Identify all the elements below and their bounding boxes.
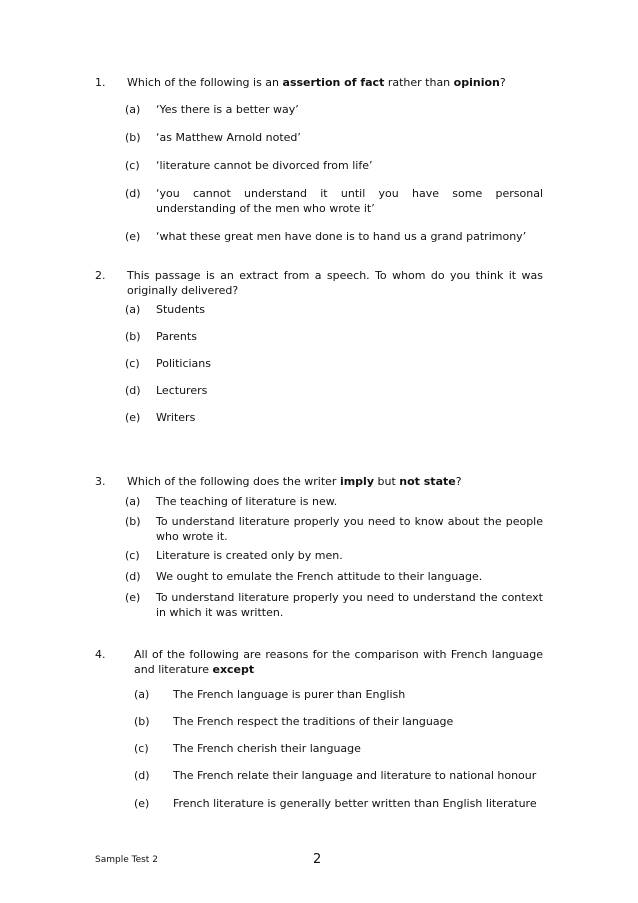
- option-text: Lecturers: [156, 384, 208, 397]
- option-label: (e): [125, 591, 141, 604]
- option-label: (d): [134, 769, 150, 782]
- option-label: (d): [125, 187, 141, 200]
- option-label: (d): [125, 570, 141, 583]
- question-stem: This passage is an extract from a speech. To whom do you think it was originally delivered?: [127, 269, 543, 297]
- option-label: (e): [125, 230, 141, 243]
- option-text: Students: [156, 303, 206, 316]
- option-label: (a): [125, 303, 141, 316]
- option-label: (a): [134, 688, 150, 701]
- option-label: (c): [134, 742, 149, 755]
- question-stem: All of the following are reasons for the comparison with French language and literature except: [134, 648, 543, 676]
- option-label: (c): [125, 159, 140, 172]
- option-label: (a): [125, 495, 141, 508]
- option-text: ‘as Matthew Arnold noted’: [156, 131, 301, 144]
- option-label: (b): [125, 515, 141, 528]
- option-text: The French respect the traditions of their language: [173, 715, 454, 728]
- option-text: Writers: [156, 411, 196, 424]
- page-number: 2: [313, 852, 322, 867]
- option-label: (b): [134, 715, 150, 728]
- option-text: French literature is generally better written than English literature: [173, 797, 537, 810]
- option-text: Parents: [156, 330, 197, 343]
- option-label: (b): [125, 330, 141, 343]
- option-text: Politicians: [156, 357, 211, 370]
- option-text: We ought to emulate the French attitude to their language.: [156, 570, 483, 583]
- option-text: ‘literature cannot be divorced from life’: [156, 159, 373, 172]
- option-text: The French relate their language and literature to national honour: [173, 769, 537, 782]
- option-label: (c): [125, 549, 140, 562]
- option-label: (b): [125, 131, 141, 144]
- footer-label: Sample Test 2: [95, 855, 158, 865]
- question-number: 2.: [95, 269, 106, 282]
- question-number: 4.: [95, 648, 106, 661]
- option-text: ‘what these great men have done is to hand us a grand patrimony’: [156, 230, 527, 243]
- option-text: Literature is created only by men.: [156, 549, 343, 562]
- option-text: The French cherish their language: [173, 742, 361, 755]
- option-text: The teaching of literature is new.: [156, 495, 338, 508]
- question-stem: Which of the following does the writer imply but not state?: [127, 475, 462, 488]
- option-text: The French language is purer than English: [173, 688, 406, 701]
- option-text: ‘Yes there is a better way’: [156, 103, 299, 116]
- option-label: (e): [134, 797, 150, 810]
- option-label: (d): [125, 384, 141, 397]
- option-text: ‘you cannot understand it until you have some personal understanding of the men who wrote it’: [156, 187, 543, 215]
- question-number: 1.: [95, 76, 106, 89]
- option-text: To understand literature properly you need to know about the people who wrote it.: [156, 515, 543, 543]
- question-stem: Which of the following is an assertion of fact rather than opinion?: [127, 76, 506, 89]
- option-label: (c): [125, 357, 140, 370]
- question-number: 3.: [95, 475, 106, 488]
- option-label: (a): [125, 103, 141, 116]
- option-text: To understand literature properly you need to understand the context in which it was written.: [156, 591, 543, 619]
- option-label: (e): [125, 411, 141, 424]
